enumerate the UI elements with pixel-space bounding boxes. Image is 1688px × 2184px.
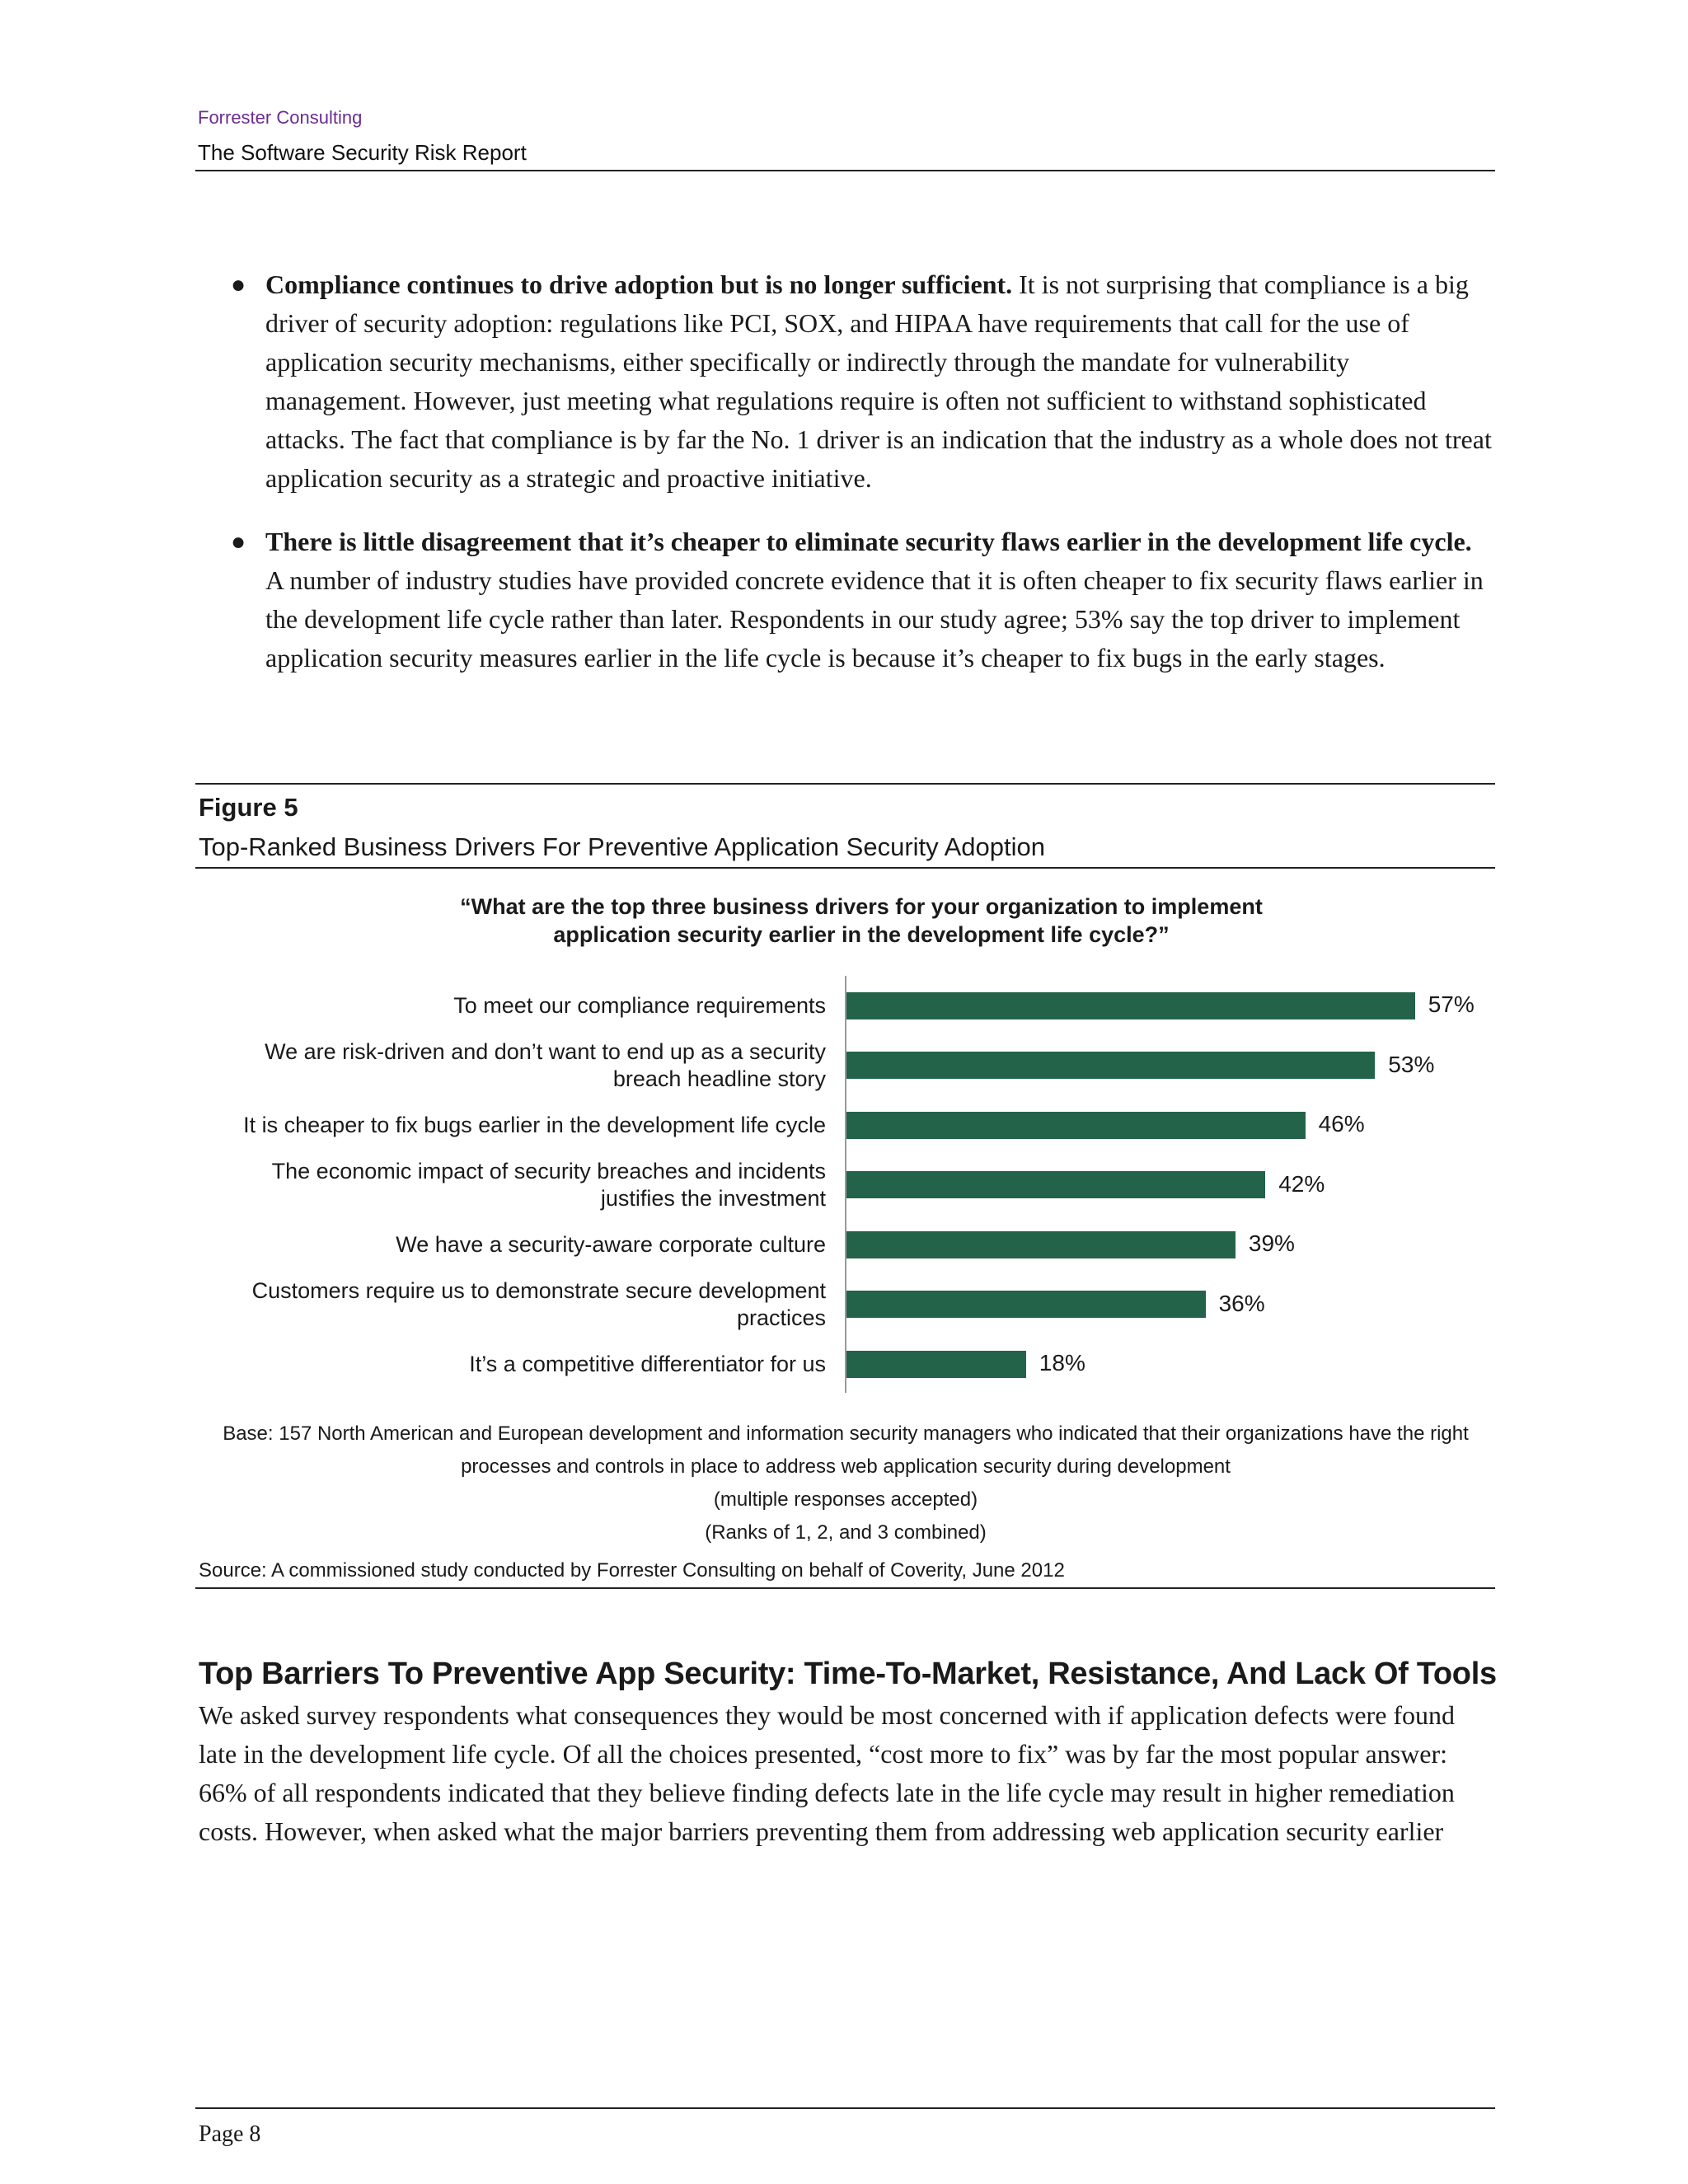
base-line: (multiple responses accepted) [713, 1488, 978, 1511]
bar [846, 1351, 1026, 1378]
bar-category-label-line: The economic impact of security breaches and incidents [271, 1158, 826, 1183]
base-line: processes and controls in place to address web application security during development [461, 1455, 1231, 1478]
section-body: We asked survey respondents what consequences they would be most concerned with if application defects were found late in the development life cycle. Of all the choices presented, “cost more to fix” was by far the most popular answer: 66% of all respondents indicated that they believe finding defects late in the life cycle may result in higher remediation costs. However, when asked what the major barriers preventing them from addressing web application security earlier [199, 1700, 1456, 1846]
header-rule [195, 170, 1495, 171]
chart-question-line: “What are the top three business drivers for your organization to implement [460, 894, 1263, 919]
bar-category-label-line: justifies the investment [600, 1185, 826, 1211]
bar-category-label [243, 1112, 826, 1139]
bar-category-label-line: Customers require us to demonstrate secure development [251, 1277, 826, 1303]
bar [846, 1171, 1265, 1198]
figure-label: Figure 5 [199, 793, 298, 822]
bar [846, 1291, 1206, 1318]
bar-category-label-line: It’s a competitive differentiator for us [469, 1351, 826, 1376]
bar-category-label-line: It is cheaper to fix bugs earlier in the development life cycle [243, 1112, 826, 1137]
bar-value-label: 46% [1318, 1111, 1365, 1137]
base-line: Base: 157 North American and European development and information security managers who indicated that their organizations have the right [223, 1422, 1469, 1445]
bar-category-label-line: breach headline story [612, 1066, 826, 1091]
figure-top-rule [195, 783, 1495, 785]
figure-base-note [199, 1418, 1493, 1549]
figure-source: Source: A commissioned study conducted by Forrester Consulting on behalf of Coverity, June 2012 [199, 1559, 1065, 1582]
bullet-item [223, 265, 1492, 498]
bullet-text: A number of industry studies have provided concrete evidence that it is often cheaper to fix security flaws earlier in the development life cycle rather than later. Respondents in our study agree; 53% say the top driver to implement application security measures earlier in the life cycle is because it’s cheaper to fix bugs in the early stages. [265, 565, 1484, 673]
bar-category-label [272, 1158, 826, 1212]
bar-value-label: 36% [1218, 1290, 1265, 1316]
bar-category-label-line: We are risk-driven and don’t want to end up as a security [265, 1038, 826, 1064]
figure-title-rule [195, 867, 1495, 869]
chart-question [330, 893, 1393, 949]
bar [846, 1231, 1236, 1258]
bar-value-label: 39% [1248, 1230, 1295, 1256]
bar-category-label [265, 1038, 826, 1093]
section-heading: Top Barriers To Preventive App Security: Time-To-Market, Resistance, And Lack Of Tools [199, 1657, 1497, 1691]
bar-category-label [252, 1277, 826, 1332]
bar-category-label [396, 1231, 826, 1258]
chart-question-line: application security earlier in the development life cycle?” [553, 922, 1170, 947]
bar-value-label: 53% [1388, 1051, 1435, 1077]
bar [846, 992, 1415, 1019]
bullet-text: It is not surprising that compliance is a big driver of security adoption: regulations like PCI, SOX, and HIPAA have requirements that call for the use of application security mechanisms, either specifically or indirectly through the mandate for vulnerability management. However, just meeting what regulations require is often not sufficient to withstand sophisticated attacks. The fact that compliance is by far the No. 1 driver is an indication that the industry as a whole does not treat application security as a strategic and proactive initiative. [265, 269, 1492, 493]
bullet-item [223, 523, 1492, 677]
report-title: The Software Security Risk Report [198, 140, 527, 165]
figure-title: Top-Ranked Business Drivers For Preventive Application Security Adoption [199, 832, 1045, 861]
bar-category-label-line: We have a security-aware corporate culture [396, 1231, 826, 1257]
bar-category-label [469, 1351, 826, 1378]
bar-value-label: 57% [1428, 991, 1475, 1017]
company-name: Forrester Consulting [198, 107, 363, 128]
page-number: Page 8 [199, 2121, 261, 2147]
bullet-dot-icon: ● [231, 271, 246, 298]
base-line: (Ranks of 1, 2, and 3 combined) [705, 1521, 987, 1544]
footer-rule [195, 2107, 1495, 2109]
bar [846, 1112, 1306, 1139]
bar [846, 1052, 1375, 1079]
bar-value-label: 18% [1039, 1350, 1085, 1376]
bullet-dot-icon: ● [231, 528, 246, 555]
bar-category-label [453, 992, 826, 1019]
bar-category-label-line: To meet our compliance requirements [453, 992, 826, 1018]
bullet-list [223, 265, 1492, 702]
bullet-lead: There is little disagreement that it’s cheaper to eliminate security flaws earlier in the development life cycle. [265, 527, 1472, 556]
figure-bottom-rule [195, 1587, 1495, 1589]
bullet-lead: Compliance continues to drive adoption but is no longer sufficient. [265, 269, 1013, 299]
bar-value-label: 42% [1278, 1170, 1325, 1197]
bar-category-label-line: practices [736, 1305, 826, 1330]
